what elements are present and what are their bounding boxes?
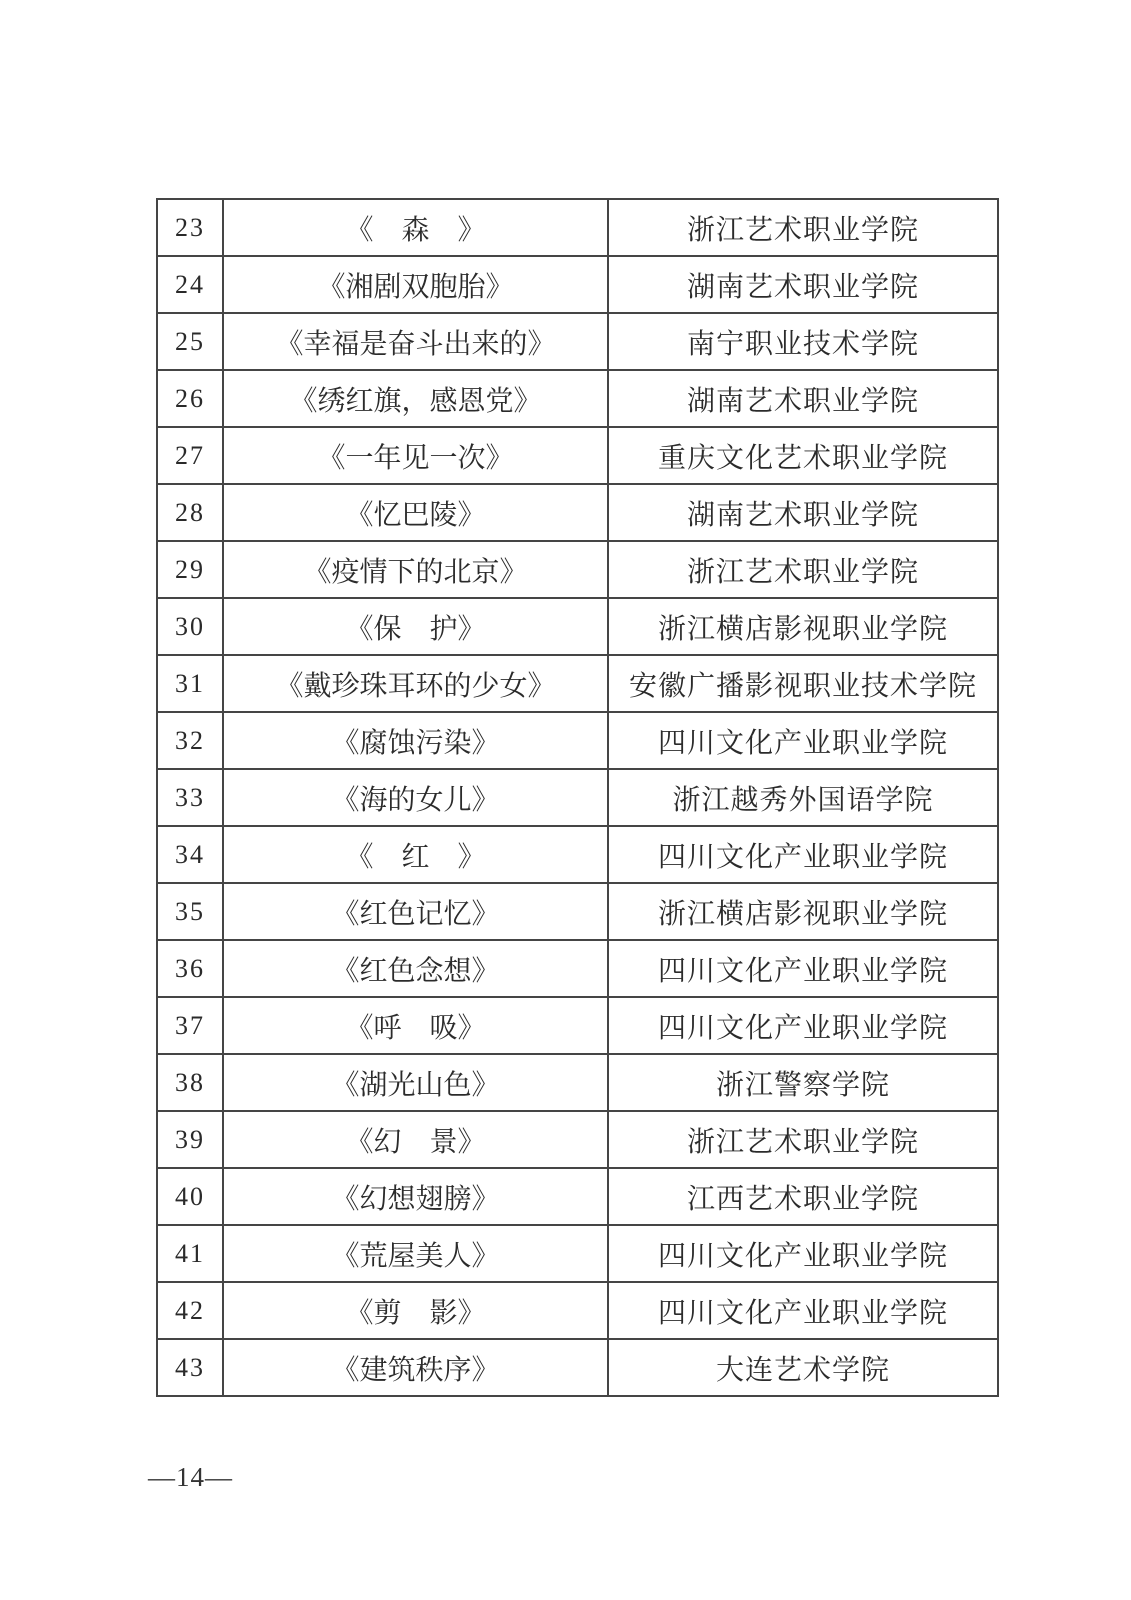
institution-cell: 四川文化产业职业学院 [608,712,998,769]
table-row [157,370,998,427]
work-title-cell: 《剪 影》 [223,1282,608,1339]
row-number-cell: 30 [157,598,223,655]
work-title-cell: 《保 护》 [223,598,608,655]
institution-cell: 湖南艺术职业学院 [608,370,998,427]
row-number-cell: 41 [157,1225,223,1282]
row-number-cell: 38 [157,1054,223,1111]
institution-cell: 浙江越秀外国语学院 [608,769,998,826]
institution-cell: 浙江艺术职业学院 [608,541,998,598]
row-number-cell: 37 [157,997,223,1054]
institution-cell: 湖南艺术职业学院 [608,484,998,541]
table-row [157,769,998,826]
row-number-cell: 40 [157,1168,223,1225]
work-title-cell: 《幻想翅膀》 [223,1168,608,1225]
work-title-cell: 《 红 》 [223,826,608,883]
table-row [157,427,998,484]
institution-cell: 安徽广播影视职业技术学院 [608,655,998,712]
table-row [157,598,998,655]
institution-cell: 大连艺术学院 [608,1339,998,1396]
institution-cell: 四川文化产业职业学院 [608,940,998,997]
row-number-cell: 28 [157,484,223,541]
institution-cell: 浙江横店影视职业学院 [608,598,998,655]
work-title-cell: 《幻 景》 [223,1111,608,1168]
row-number-cell: 27 [157,427,223,484]
institution-cell: 南宁职业技术学院 [608,313,998,370]
table-row [157,826,998,883]
table-row [157,256,998,313]
awards-table [156,198,999,1397]
table-row [157,1339,998,1396]
table-row [157,712,998,769]
work-title-cell: 《幸福是奋斗出来的》 [223,313,608,370]
work-title-cell: 《戴珍珠耳环的少女》 [223,655,608,712]
row-number-cell: 24 [157,256,223,313]
row-number-cell: 33 [157,769,223,826]
institution-cell: 浙江艺术职业学院 [608,199,998,256]
row-number-cell: 39 [157,1111,223,1168]
table-row [157,1054,998,1111]
table-row [157,199,998,256]
table-row [157,655,998,712]
work-title-cell: 《海的女儿》 [223,769,608,826]
row-number-cell: 25 [157,313,223,370]
work-title-cell: 《忆巴陵》 [223,484,608,541]
row-number-cell: 34 [157,826,223,883]
work-title-cell: 《建筑秩序》 [223,1339,608,1396]
institution-cell: 四川文化产业职业学院 [608,826,998,883]
work-title-cell: 《呼 吸》 [223,997,608,1054]
work-title-cell: 《红色记忆》 [223,883,608,940]
awards-table-body [157,199,998,1396]
table-row [157,940,998,997]
institution-cell: 四川文化产业职业学院 [608,1225,998,1282]
table-row [157,484,998,541]
row-number-cell: 35 [157,883,223,940]
institution-cell: 重庆文化艺术职业学院 [608,427,998,484]
table-row [157,313,998,370]
table-row [157,1168,998,1225]
work-title-cell: 《湖光山色》 [223,1054,608,1111]
page-number: —14— [148,1462,233,1492]
work-title-cell: 《 森 》 [223,199,608,256]
work-title-cell: 《绣红旗，感恩党》 [223,370,608,427]
institution-cell: 湖南艺术职业学院 [608,256,998,313]
work-title-cell: 《湘剧双胞胎》 [223,256,608,313]
row-number-cell: 29 [157,541,223,598]
row-number-cell: 32 [157,712,223,769]
institution-cell: 浙江横店影视职业学院 [608,883,998,940]
row-number-cell: 36 [157,940,223,997]
row-number-cell: 26 [157,370,223,427]
row-number-cell: 23 [157,199,223,256]
institution-cell: 四川文化产业职业学院 [608,1282,998,1339]
table-row [157,1225,998,1282]
row-number-cell: 43 [157,1339,223,1396]
row-number-cell: 31 [157,655,223,712]
work-title-cell: 《红色念想》 [223,940,608,997]
table-row [157,997,998,1054]
table-row [157,883,998,940]
row-number-cell: 42 [157,1282,223,1339]
work-title-cell: 《一年见一次》 [223,427,608,484]
work-title-cell: 《腐蚀污染》 [223,712,608,769]
institution-cell: 江西艺术职业学院 [608,1168,998,1225]
work-title-cell: 《荒屋美人》 [223,1225,608,1282]
work-title-cell: 《疫情下的北京》 [223,541,608,598]
table-row [157,1111,998,1168]
institution-cell: 浙江警察学院 [608,1054,998,1111]
table-row [157,541,998,598]
institution-cell: 浙江艺术职业学院 [608,1111,998,1168]
table-row [157,1282,998,1339]
institution-cell: 四川文化产业职业学院 [608,997,998,1054]
